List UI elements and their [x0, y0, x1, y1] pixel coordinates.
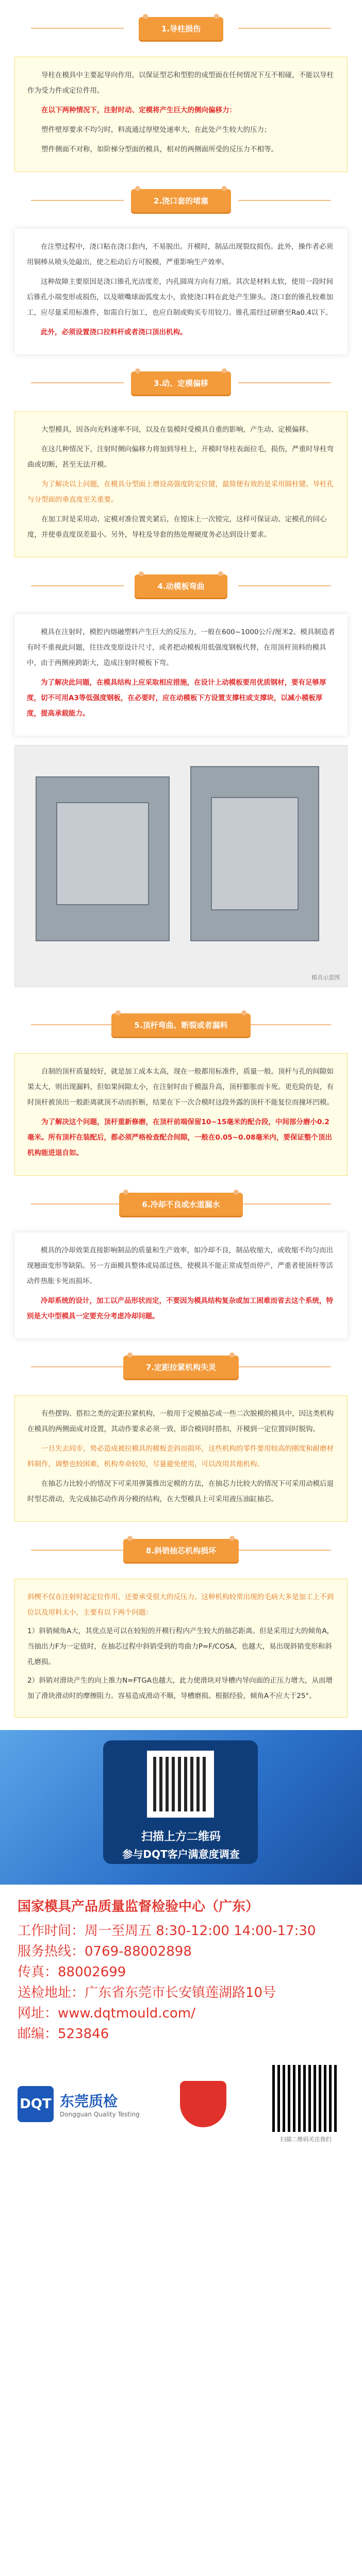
survey-banner[interactable]	[0, 1730, 362, 1885]
section-card	[14, 1395, 348, 1522]
section-header	[0, 1338, 362, 1395]
contact-title: 国家模具产品质量监督检验中心（广东）	[18, 1899, 259, 1914]
paragraph-highlight: 此外，必须设置浇口拉料杆或者浇口顶出机构。	[41, 328, 187, 336]
paragraph: 导柱在模具中主要起导向作用，以保证型芯和型腔的成型面在任何情况下互不相碰，不能以导柱作为受力件或定位件用。	[27, 71, 334, 95]
mold-photo	[14, 745, 348, 987]
paragraph-highlight: 为了解决以上问题，在模具分型面上增设高强度防定位键，最简便有效的是采用圆柱键。导柱孔与分型面的垂直度至关重要。	[27, 480, 334, 504]
section-sprue-bushing	[0, 172, 362, 354]
list-item: 1）斜销倾角A大，其优点是可以在较短的开模行程内产生较大的抽芯距离。但是采用过大的倾角A，当抽出力F为一定值时，在抽芯过程中斜销受到的弯曲力P=F/COSA，也越大，易出现斜销变形和斜孔磨损。	[27, 1627, 334, 1666]
contact-hours: 工作时间：周一至周五 8:30-12:00 14:00-17:30	[18, 1923, 316, 1939]
paragraph-highlight: 冷却系统的设计，加工以产品形状而定，不要因为模具结构复杂或加工困难而省去这个系统，特别是大中型模具一定要充分考虑冷却问题。	[27, 1297, 333, 1320]
section-badge: 5.顶杆弯曲、断裂或者漏料	[111, 1013, 250, 1037]
paragraph: 有些摆钩、搭扣之类的定距拉紧机构，一般用于定模抽芯或一些二次脱模的模具中，因这类机构在模具的两侧面成对设置，其动作要求必须一致，即合模同时搭扣，开模到一定位置同时脱钩。	[27, 1410, 334, 1433]
contact-postcode: 邮编：523846	[18, 2026, 109, 2042]
paragraph: 在注塑过程中，浇口粘在浇口套内，不易脱出。开模时，制品出现裂纹损伤。此外，操作者必须用铜棒从喷头处敲出，使之松动后方可脱模，严重影响生产效率。	[27, 243, 333, 266]
logo-en: Dongguan Quality Testing	[60, 2111, 140, 2118]
paragraph: 塑件壁厚要求不均匀时，料流通过厚壁处速率大，在此处产生较大的压力；	[41, 126, 271, 134]
section-card	[14, 411, 348, 557]
logo-cn: 东莞质检	[60, 2093, 118, 2110]
banner-subtitle: 参与DQT客户满意度调查	[122, 1848, 240, 1860]
paragraph: 在抽芯力比较小的情况下可采用弹簧推出定模的方法，在抽芯力比较大的情况下可采用动模后退时型芯滑动，先完成抽芯动作再分模的结构，在大型模具上可采用液压油缸抽芯。	[27, 1480, 334, 1503]
section-guide-pillar	[0, 0, 362, 172]
logo-mark-icon: DQT	[18, 2086, 54, 2122]
section-header	[0, 996, 362, 1053]
section-plate-bending	[0, 557, 362, 987]
section-ejector-pin	[0, 996, 362, 1176]
list-item: 2）斜销对滑块产生的向上推力N=FTGA也越大，此力使滑块对导槽内导向面的正压力增大，从而增加了滑块滑动时的摩擦阻力。容易造成滑动不顺，导槽磨损。根据经验，倾角A不应大于25°。	[27, 1676, 333, 1700]
section-badge: 7.定距拉紧机构失灵	[123, 1355, 239, 1379]
paragraph-highlight: 一旦失去同步，势必造成被拉模具的模板歪斜而损坏，这些机构的零件要用较高的刚度和耐磨材料制作，调整也较困难，机构寿命较短，尽量避免使用，可以改用其他机构。	[27, 1445, 334, 1468]
section-header	[0, 1522, 362, 1579]
contact-fax: 传真：88002699	[18, 1964, 126, 1980]
paragraph: 自制的顶杆质量较好，就是加工成本太高，现在一般都用标准件，质量一般。顶杆与孔的间隙如果太大，则出现漏料，但如果间隙太小，在注射时由于模温升高，顶杆膨胀而卡死。更危险的是，有时顶杆被顶出一般距离就顶不动而折断，结果在下一次合模时这段外露的顶杆不能复位而撞坏凹模。	[27, 1067, 334, 1107]
qr-caption: 扫描二维码关注我们	[280, 2136, 332, 2143]
contact-address: 送检地址：广东省东莞市长安镇莲湖路10号	[18, 1985, 276, 2001]
section-header	[0, 0, 362, 57]
section-badge: 1.导柱损伤	[139, 17, 223, 40]
section-card	[14, 57, 348, 172]
section-header	[0, 172, 362, 229]
contact-hotline[interactable]: 服务热线：0769-88002898	[18, 1944, 192, 1959]
section-badge: 8.斜销抽芯机构损坏	[123, 1539, 239, 1562]
section-card	[14, 229, 348, 354]
paragraph-highlight: 斜楔不仅在注射时起定位作用，还要承受很大的反压力。这种机构较常出现的毛病大多是加工上不到位以及用料太小，主要有以下两个问题：	[27, 1593, 334, 1617]
section-card	[14, 1053, 348, 1176]
paragraph: 在这几种情况下，注射时侧向偏移力将加到导柱上，开模时导柱表面拉毛，损伤，严重时导柱弯曲或切断，甚至无法开模。	[27, 445, 334, 469]
section-cooling	[0, 1176, 362, 1338]
banner-title: 扫描上方二维码	[141, 1831, 221, 1843]
section-latch-mechanism	[0, 1338, 362, 1522]
paragraph: 塑件侧面不对称，如阶梯分型面的模具，相对的两侧面所受的反压力不相等。	[41, 145, 278, 154]
section-card	[14, 614, 348, 736]
brand-logo	[18, 2086, 140, 2122]
shield-emblem-icon	[180, 2081, 226, 2127]
image-caption: 模具示意图	[311, 974, 340, 981]
section-badge: 3.动、定模偏移	[131, 371, 231, 395]
paragraph-highlight: 为了解决此问题，在模具结构上应采取相应措施，在设计上动模板要用优质钢材，要有足够厚度，切不可用A3等低强度钢板，在必要时，应在动模板下方设置支撑柱或支撑块，以减小模板厚度，提高承载能力。	[27, 679, 326, 718]
section-header	[0, 1176, 362, 1232]
section-header	[0, 354, 362, 411]
paragraph: 这种故障主要原因是浇口锥孔光洁度差，内孔圆周方向有刀痕。其次是材料太软，使用一段时间后锥孔小端变形或损伤，以及喷嘴球面弧度太小，致使浇口料在此处产生铆头。浇口套的锥孔较难加工，应尽量采用标准件，如需自行加工，也应自制或购买专用铰刀。锥孔需经过研磨至Ra0.4以下。	[27, 278, 333, 317]
follow-qr[interactable]	[267, 2065, 344, 2143]
paragraph: 大型模具，因各向充料速率不同，以及在装模时受模具自重的影响，产生动、定模偏移。	[41, 426, 313, 434]
section-angle-pin	[0, 1522, 362, 1718]
section-badge: 4.动模板弯曲	[135, 574, 227, 598]
footer	[0, 2055, 362, 2164]
paragraph: 模具的冷却效果直接影响制品的质量和生产效率，如冷却不良，制品收缩大，或收缩不均匀而出现翘面变形等缺陷。另一方面模具整体或局部过热，使模具不能正常成型而停产，严重者使顶杆等活动件热胀卡死而损坏。	[27, 1246, 333, 1285]
qr-code-icon[interactable]	[272, 2065, 339, 2132]
section-header	[0, 557, 362, 614]
section-mold-offset	[0, 354, 362, 557]
logo-text	[60, 2090, 140, 2118]
section-card	[14, 1232, 348, 1338]
paragraph: 在加工时是采用动、定模对准位置夹紧后，在镗床上一次镗完，这样可保证动、定模孔的同心度，并使垂直度误差最小。另外，导柱及导套的热处理硬度务必达到设计要求。	[27, 515, 327, 539]
qr-code-icon[interactable]	[147, 1751, 214, 1818]
paragraph-highlight: 为了解决这个问题，顶杆重新修磨，在顶杆前端保留10~15毫米的配合段，中间部分磨小0.2毫米。所有顶杆在装配后，都必须严格检查配合间隙，一般在0.05~0.08毫米内，要保证整个顶出机构能进退自如。	[27, 1118, 332, 1157]
section-badge: 6.冷却不良或水道漏水	[119, 1193, 242, 1216]
paragraph-highlight: 在以下两种情况下，注射时动、定模将产生巨大的侧向偏移力：	[41, 106, 236, 114]
paragraph: 模具在注射时，模腔内熔融塑料产生巨大的反压力，一般在600~1000公斤/厘米2。模具制造者有时不重视此问题，往往改变原设计尺寸，或者把动模板用低强度钢板代替，在用顶杆顶料的模具中，由于两侧座跨距大，造成注射时模板下弯。	[27, 628, 335, 667]
contact-website[interactable]: 网址：www.dqtmould.com/	[18, 2006, 195, 2021]
section-card	[14, 1579, 348, 1718]
section-badge: 2.浇口套的堵塞	[131, 189, 231, 212]
contact-block	[0, 1885, 362, 2055]
